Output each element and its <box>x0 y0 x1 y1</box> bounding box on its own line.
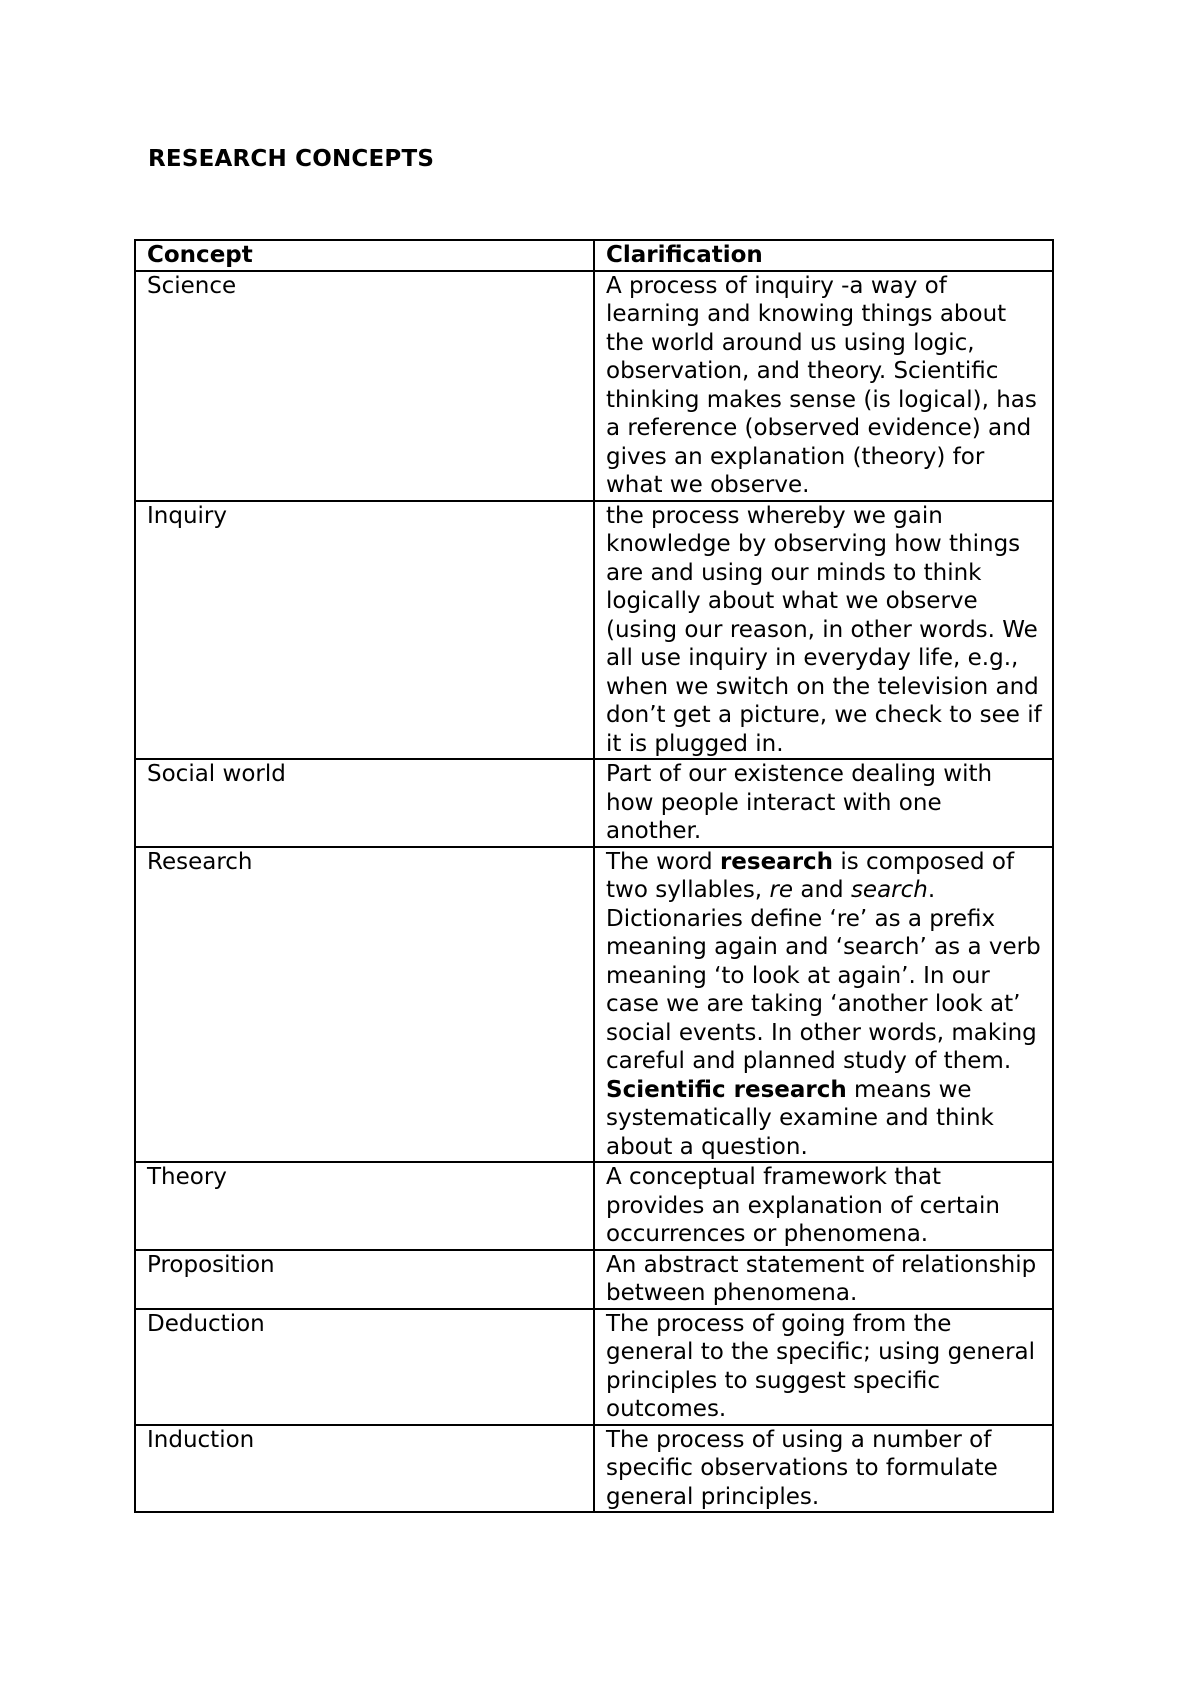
clarification-cell: the process whereby we gain knowledge by observing how things are and using our minds to think logically about what we observe (using our reason, in other words. We all use inquiry in everyday life, e.g., when we switch on the television and don’t get a picture, we check to see if it is plugged in. <box>594 501 1053 760</box>
clarification-cell: The process of using a number of specific observations to formulate general principles. <box>594 1425 1053 1513</box>
concept-cell: Science <box>135 271 594 501</box>
clarification-cell: Part of our existence dealing with how people interact with one another. <box>594 759 1053 847</box>
table-row <box>135 759 1053 847</box>
text-fragment: . Dictionaries define ‘re’ as a prefix meaning again and ‘search’ as a verb meaning ‘to look at again’. In our case we are taking ‘another look at’ social events. In other words, making careful and planned study of them. <box>606 877 1041 1074</box>
text-fragment: and <box>793 877 851 903</box>
table-row <box>135 1162 1053 1250</box>
text-fragment: means we systematically examine and think about a question. <box>606 1076 994 1160</box>
table-row <box>135 271 1053 501</box>
table-row <box>135 1309 1053 1425</box>
table-row <box>135 501 1053 760</box>
table-row <box>135 847 1053 1163</box>
table-row <box>135 1425 1053 1513</box>
column-header-concept: Concept <box>135 240 594 271</box>
clarification-cell <box>594 847 1053 1163</box>
concept-cell: Inquiry <box>135 501 594 760</box>
text-fragment: is composed of two syllables, <box>606 848 1015 903</box>
concept-cell: Theory <box>135 1162 594 1250</box>
concept-cell: Proposition <box>135 1250 594 1309</box>
bold-term-research: research <box>719 848 834 875</box>
italic-term-re: re <box>769 877 794 903</box>
concept-cell: Induction <box>135 1425 594 1513</box>
table-row <box>135 1250 1053 1309</box>
concept-cell: Social world <box>135 759 594 847</box>
page-title: RESEARCH CONCEPTS <box>148 146 435 172</box>
concepts-table <box>134 239 1054 1513</box>
concept-cell: Research <box>135 847 594 1163</box>
bold-term-scientific-research: Scientific research <box>606 1076 847 1103</box>
clarification-cell: A process of inquiry -a way of learning and knowing things about the world around us using logic, observation, and theory. Scientific thinking makes sense (is logical), has a reference (observed evidence) and gives an explanation (theory) for what we observe. <box>594 271 1053 501</box>
table-header-row <box>135 240 1053 271</box>
clarification-cell: An abstract statement of relationship between phenomena. <box>594 1250 1053 1309</box>
italic-term-search: search <box>850 877 928 903</box>
column-header-clarification: Clarification <box>594 240 1053 271</box>
concept-cell: Deduction <box>135 1309 594 1425</box>
clarification-cell: The process of going from the general to the specific; using general principles to suggest specific outcomes. <box>594 1309 1053 1425</box>
clarification-cell: A conceptual framework that provides an explanation of certain occurrences or phenomena. <box>594 1162 1053 1250</box>
text-fragment: The word <box>606 848 720 875</box>
